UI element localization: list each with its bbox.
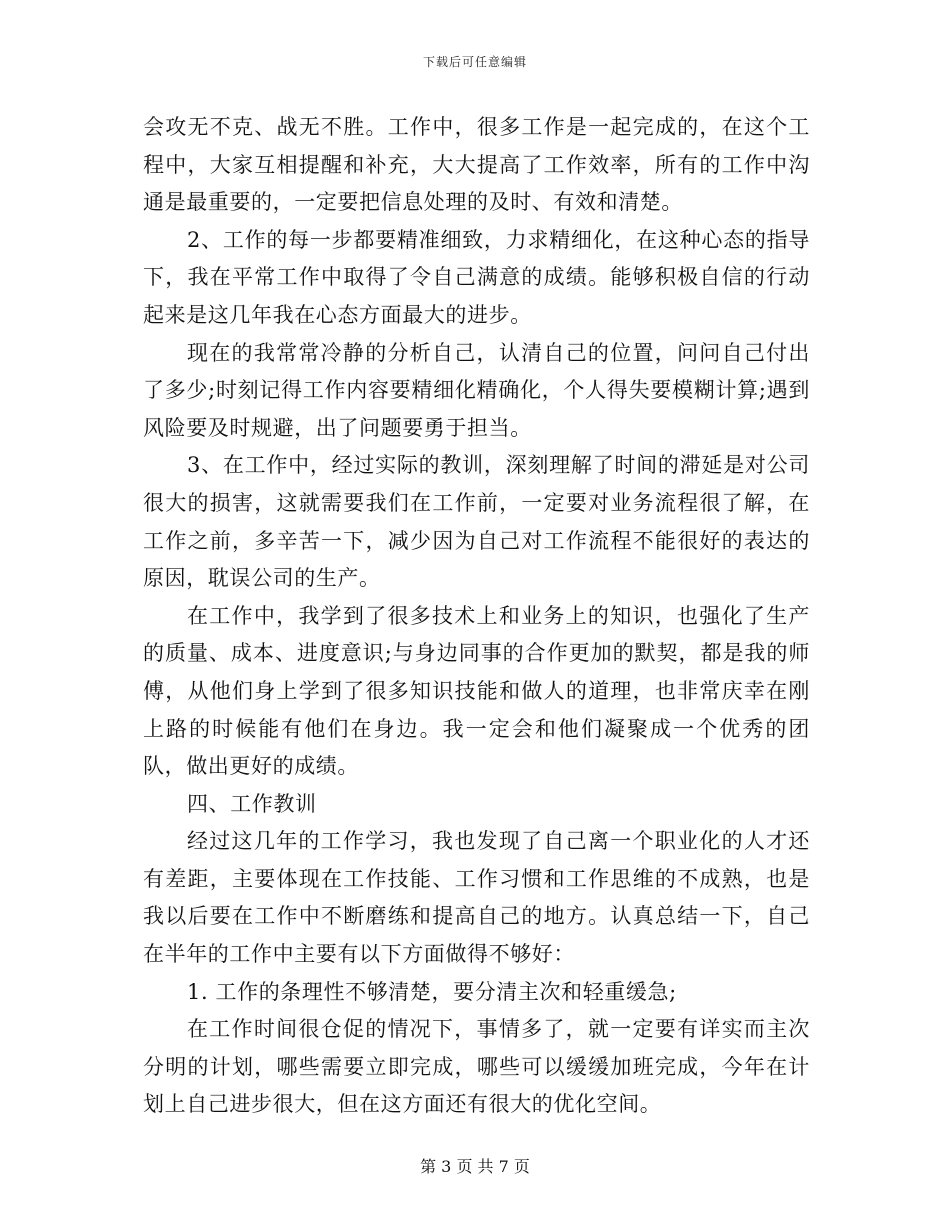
page-header-note: 下载后可任意编辑 — [422, 55, 527, 69]
paragraph-3: 现在的我常常冷静的分析自己，认清自己的位置，问问自己付出了多少;时刻记得工作内容要精细化精确化，个人得失要模糊计算;遇到风险要及时规避，出了问题要勇于担当。 — [143, 340, 810, 440]
paragraph-1: 会攻无不克、战无不胜。工作中，很多工作是一起完成的，在这个工程中，大家互相提醒和补充，大大提高了工作效率，所有的工作中沟通是最重要的，一定要把信息处理的及时、有效和清楚。 — [143, 115, 810, 215]
section-heading-work-lessons: 四、工作教训 — [187, 791, 317, 816]
paragraph-5: 在工作中，我学到了很多技术上和业务上的知识，也强化了生产的质量、成本、进度意识;与身边同事的合作更加的默契，都是我的师傅，从他们身上学到了很多知识技能和做人的道理，也非常庆幸在刚上路的时候能有他们在身边。我一定会和他们凝聚成一个优秀的团队，做出更好的成绩。 — [143, 603, 810, 779]
paragraph-7: 经过这几年的工作学习，我也发现了自己离一个职业化的人才还有差距，主要体现在工作技能、工作习惯和工作思维的不成熟，也是我以后要在工作中不断磨练和提高自己的地方。认真总结一下，自己在半年的工作中主要有以下方面做得不够好： — [143, 829, 810, 967]
paragraph-2: 2、工作的每一步都要精准细致，力求精细化，在这种心态的指导下，我在平常工作中取得了令自己满意的成绩。能够积极自信的行动起来是这几年我在心态方面最大的进步。 — [143, 227, 810, 327]
paragraph-9: 在工作时间很仓促的情况下，事情多了，就一定要有详实而主次分明的计划，哪些需要立即完成，哪些可以缓缓加班完成，今年在计划上自己进步很大，但在这方面还有很大的优化空间。 — [143, 1017, 810, 1117]
document-body — [143, 109, 810, 1124]
paragraph-4: 3、在工作中，经过实际的教训，深刻理解了时间的滞延是对公司很大的损害，这就需要我们在工作前，一定要对业务流程很了解，在工作之前，多辛苦一下，减少因为自己对工作流程不能很好的表达的原因，耽误公司的生产。 — [143, 453, 810, 591]
list-item-1: 1. 工作的条理性不够清楚，要分清主次和轻重缓急; — [187, 979, 677, 1004]
page-number-footer: 第 3 页 共 7 页 — [420, 1157, 530, 1176]
